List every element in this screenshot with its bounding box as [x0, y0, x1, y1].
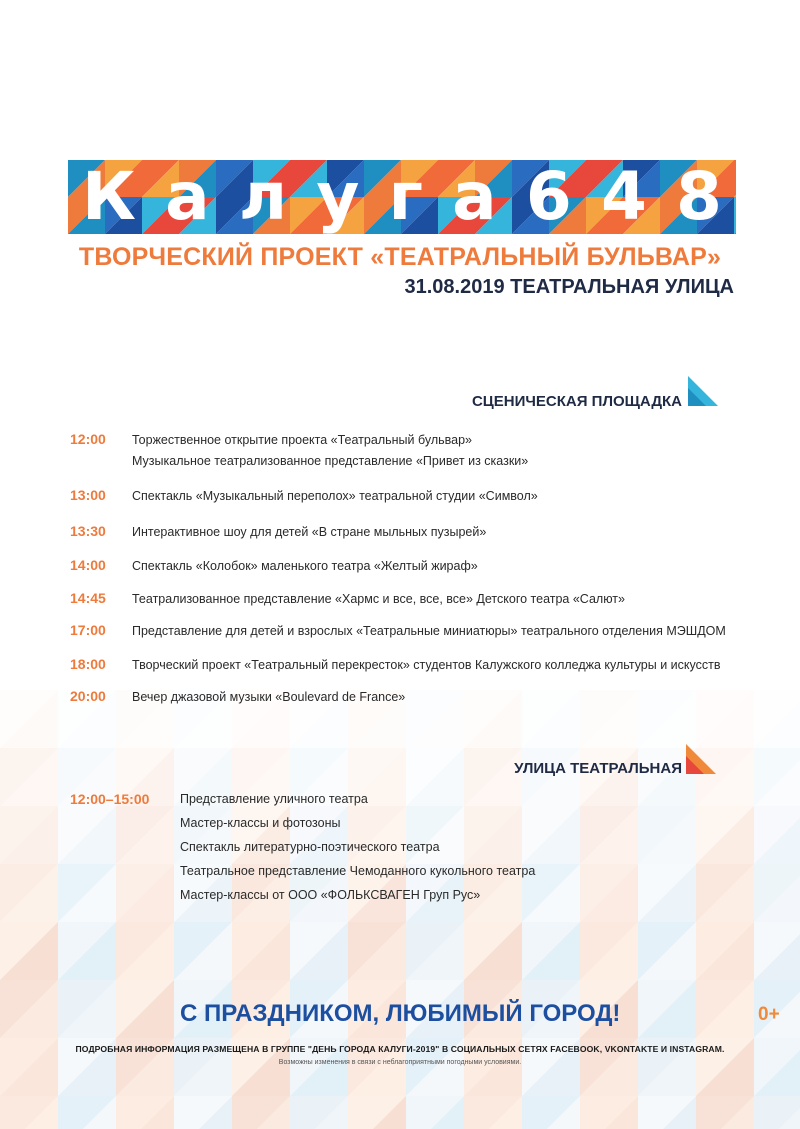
banner-letter: а — [452, 160, 497, 234]
project-subtitle: ТВОРЧЕСКИЙ ПРОЕКТ «ТЕАТРАЛЬНЫЙ БУЛЬВАР» — [78, 243, 722, 271]
schedule-time: 13:00 — [70, 487, 106, 503]
age-rating-badge: 0+ — [758, 1004, 780, 1025]
schedule-line: Творческий проект «Театральный перекресток» студентов Калужского колледжа культуры и искусств — [132, 658, 721, 672]
schedule-description — [132, 687, 405, 708]
stage-section-heading: СЦЕНИЧЕСКАЯ ПЛОЩАДКА — [471, 393, 682, 410]
banner-letter: 8 — [676, 160, 722, 234]
street-time-range: 12:00–15:00 — [70, 791, 150, 807]
banner-letter: у — [316, 160, 360, 234]
schedule-line: Интерактивное шоу для детей «В стране мыльных пузырей» — [132, 525, 487, 539]
event-date-location: 31.08.2019 ТЕАТРАЛЬНАЯ УЛИЦА — [404, 276, 734, 298]
street-section-heading: УЛИЦА ТЕАТРАЛЬНАЯ — [514, 760, 682, 777]
greeting-text: С ПРАЗДНИКОМ, ЛЮБИМЫЙ ГОРОД! — [180, 1000, 621, 1027]
schedule-line: Спектакль «Колобок» маленького театра «Желтый жираф» — [132, 559, 478, 573]
street-item: Театральное представление Чемоданного кукольного театра — [180, 864, 536, 878]
street-item: Спектакль литературно-поэтического театра — [180, 840, 440, 854]
schedule-row — [70, 486, 538, 507]
schedule-line: Представление для детей и взрослых «Театральные миниатюры» театрального отделения МЭШДОМ — [132, 624, 726, 638]
schedule-time: 17:00 — [70, 622, 106, 638]
schedule-row — [70, 556, 478, 577]
schedule-row — [70, 621, 726, 642]
title-banner — [68, 160, 736, 234]
schedule-description — [132, 655, 721, 676]
schedule-line: Спектакль «Музыкальный переполох» театральной студии «Символ» — [132, 489, 538, 503]
schedule-description — [132, 621, 726, 642]
info-line: ПОДРОБНАЯ ИНФОРМАЦИЯ РАЗМЕЩЕНА В ГРУППЕ "ДЕНЬ ГОРОДА КАЛУГИ-2019" В СОЦИАЛЬНЫХ СЕТЯХ FACEBOOK, VKONTAKTE И INSTAGRAM. — [75, 1044, 725, 1054]
banner-letter: 6 — [525, 160, 572, 234]
schedule-time: 13:30 — [70, 523, 106, 539]
schedule-line: Музыкальное театрализованное представление «Привет из сказки» — [132, 454, 529, 468]
banner-title — [68, 160, 736, 234]
schedule-time: 18:00 — [70, 656, 106, 672]
schedule-row — [70, 522, 486, 543]
schedule-row — [70, 589, 625, 610]
schedule-description — [132, 522, 486, 543]
street-triangle-icon — [686, 744, 716, 774]
schedule-line: Театрализованное представление «Хармс и все, все, все» Детского театра «Салют» — [132, 592, 625, 606]
schedule-description — [132, 430, 528, 472]
street-item: Мастер-классы от ООО «ФОЛЬКСВАГЕН Груп Рус» — [180, 888, 481, 902]
schedule-description — [132, 589, 625, 610]
schedule-line: Вечер джазовой музыки «Boulevard de France» — [132, 690, 406, 704]
schedule-time: 12:00 — [70, 431, 106, 447]
stage-triangle-icon — [688, 376, 718, 406]
schedule-description — [132, 556, 478, 577]
schedule-row — [70, 687, 405, 708]
banner-letter: К — [82, 160, 136, 234]
schedule-time: 20:00 — [70, 688, 106, 704]
street-item: Представление уличного театра — [180, 792, 368, 806]
disclaimer-note: Возможны изменения в связи с неблагоприятными погодными условиями. — [278, 1059, 522, 1066]
schedule-time: 14:45 — [70, 590, 106, 606]
banner-letter: а — [165, 160, 210, 234]
street-item: Мастер-классы и фотозоны — [180, 816, 341, 830]
schedule-row — [70, 430, 528, 472]
schedule-time: 14:00 — [70, 557, 106, 573]
banner-letter: л — [238, 160, 288, 234]
schedule-line: Торжественное открытие проекта «Театральный бульвар» — [132, 433, 472, 447]
banner-letter: 4 — [600, 160, 647, 234]
schedule-row — [70, 655, 721, 676]
banner-letter: г — [388, 160, 423, 234]
schedule-description — [132, 486, 538, 507]
